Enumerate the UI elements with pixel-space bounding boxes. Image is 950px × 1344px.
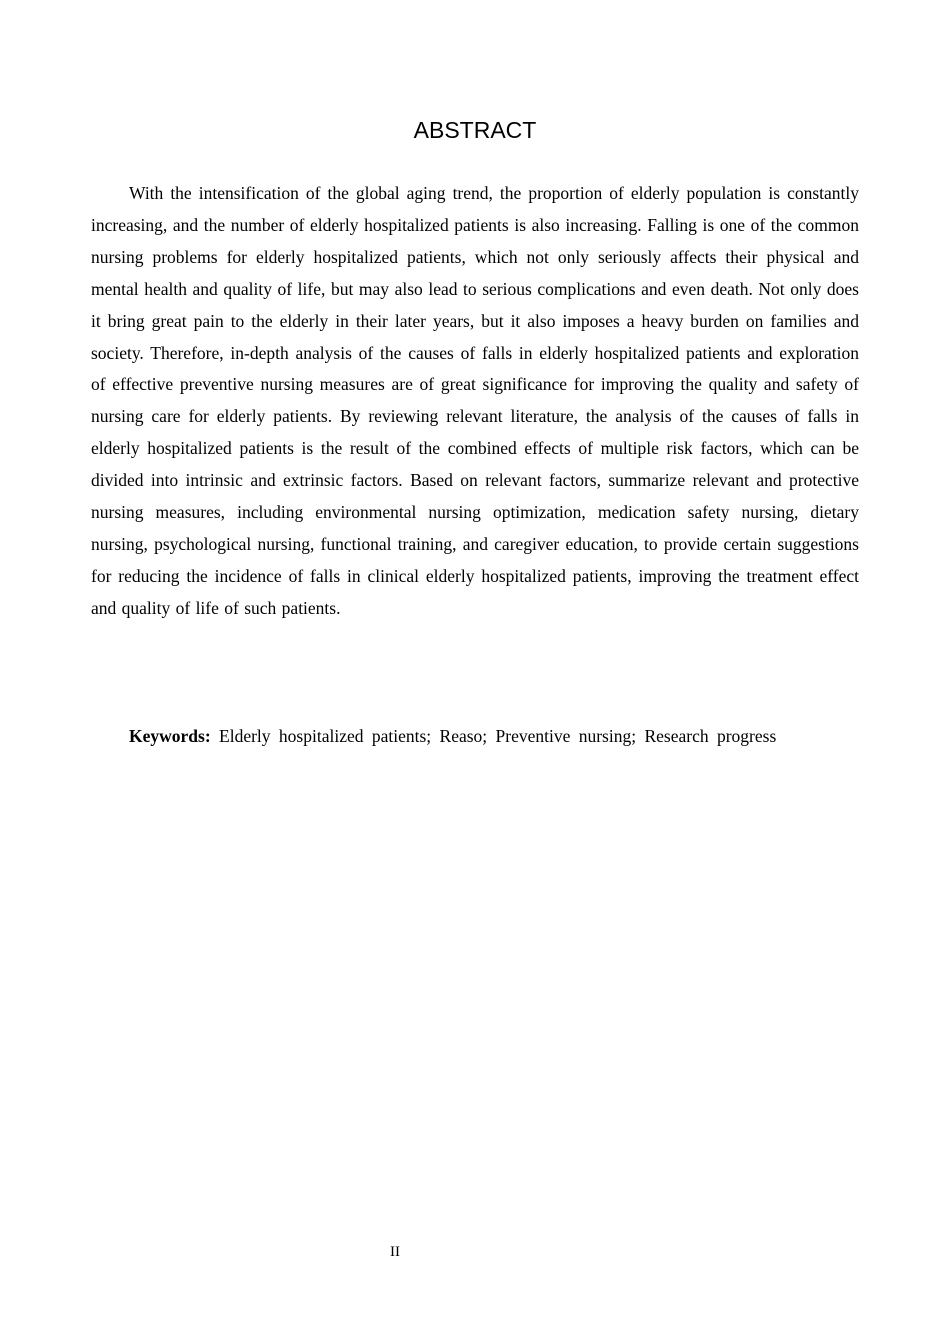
page-number: II — [390, 1244, 400, 1260]
keywords-text: Elderly hospitalized patients; Reaso; Preventive nursing; Research progress — [219, 726, 777, 746]
abstract-paragraph: With the intensification of the global aging trend, the proportion of elderly population is constantly increasing, and the number of elderly hospitalized patients is also increasing. Falling is one of the common nursing problems for elderly hospitalized patients, which not only seriously affects their physical and mental health and quality of life, but may also lead to serious complications and even death. Not only does it bring great pain to the elderly in their later years, but it also imposes a heavy burden on families and society. Therefore, in-depth analysis of the causes of falls in elderly hospitalized patients and exploration of effective preventive nursing measures are of great significance for improving the quality and safety of nursing care for elderly patients. By reviewing relevant literature, the analysis of the causes of falls in elderly hospitalized patients is the result of the combined effects of multiple risk factors, which can be divided into intrinsic and extrinsic factors. Based on relevant factors, summarize relevant and protective nursing measures, including environmental nursing optimization, medication safety nursing, dietary nursing, psychological nursing, functional training, and caregiver education, to provide certain suggestions for reducing the incidence of falls in clinical elderly hospitalized patients, improving the treatment effect and quality of life of such patients. — [91, 183, 859, 618]
keywords-line — [129, 720, 869, 752]
abstract-title: ABSTRACT — [413, 117, 537, 143]
keywords-label: Keywords: — [129, 726, 211, 746]
